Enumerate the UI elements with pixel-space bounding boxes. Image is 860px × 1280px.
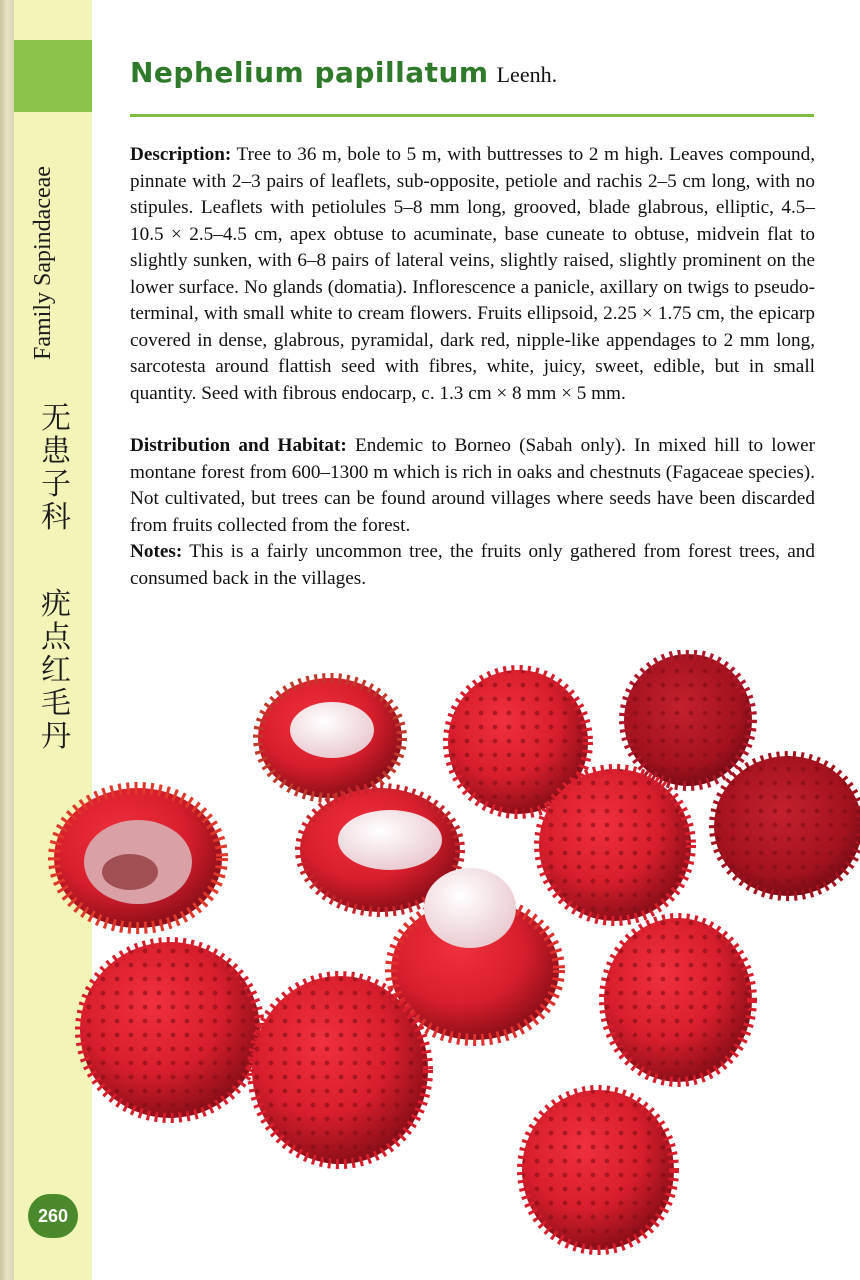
chinese-family-text	[36, 402, 76, 534]
chinese-character: 丹	[41, 719, 71, 754]
open-fruit-top	[258, 678, 402, 798]
fruit-whole	[522, 1090, 674, 1250]
species-text	[130, 142, 815, 592]
fruit-illustration	[40, 650, 860, 1260]
notes-paragraph	[130, 539, 815, 592]
notes-text: This is a fairly uncommon tree, the fruits only gathered from forest trees, and consumed back in the villages.	[130, 541, 815, 589]
description-paragraph	[130, 142, 815, 407]
page-edge	[0, 0, 14, 1280]
fruit-whole	[604, 918, 752, 1082]
page-number-badge: 260	[28, 1194, 78, 1238]
description-text: Tree to 36 m, bole to 5 m, with buttresses to 2 m high. Leaves compound, pinnate with 2–3 pairs of leaflets, sub-opposite, petiole and rachis 2–5 cm long, with no stipules. Leaflets with petiolules 5–8 mm long, grooved, blade glabrous, elliptic, 4.5–10.5 × 2.5–4.5 cm, apex obtuse to acuminate, base cuneate to obtuse, midvein flat to slightly sunken, with 6–8 pairs of lateral veins, slightly raised, slightly prominent on the lower surface. No glands (domatia). Inflorescence a panicle, axillary on twigs to pseudo-terminal, with small white to cream flowers. Fruits ellipsoid, 2.25 × 1.75 cm, the epicarp covered in dense, glabrous, pyramidal, dark red, nipple-like appendages to 2 mm long, sarcotesta around flattish seed with fibres, white, juicy, sweet, edible, but in small quantity. Seed with fibrous endocarp, c. 1.3 cm × 8 mm × 5 mm.	[130, 144, 815, 404]
distribution-text: Endemic to Borneo (Sabah only). In mixed hill to lower montane forest from 600–1300 m which is rich in oaks and chestnuts (Fagaceae species). Not cultivated, but trees can be found around villages where seeds have been discarded from fruits collected from the forest.	[130, 435, 815, 536]
fruit-photograph	[40, 650, 860, 1260]
fruit-whole	[80, 942, 260, 1118]
open-fruit-left	[54, 788, 222, 928]
chinese-character: 点	[41, 620, 71, 655]
species-name: Nephelium papillatum	[130, 56, 489, 89]
chinese-character: 毛	[41, 686, 71, 721]
chinese-character: 科	[41, 500, 71, 535]
section-tab	[14, 40, 92, 112]
notes-label: Notes:	[130, 541, 183, 562]
fruit-whole	[714, 756, 860, 896]
title-divider	[130, 114, 814, 117]
chinese-character: 无	[41, 401, 71, 436]
fruit-whole	[624, 654, 752, 786]
chinese-family-label	[36, 402, 76, 534]
description-label: Description:	[130, 144, 232, 165]
distribution-paragraph	[130, 433, 815, 539]
species-title	[130, 56, 820, 89]
fruit-whole	[539, 769, 691, 921]
chinese-character: 红	[41, 653, 71, 688]
family-label: Family Sapindaceae	[30, 166, 56, 360]
chinese-character: 患	[41, 434, 71, 469]
fruit-whole	[252, 976, 428, 1164]
species-author: Leenh.	[496, 62, 558, 87]
chinese-character: 疣	[41, 587, 71, 622]
distribution-label: Distribution and Habitat:	[130, 435, 347, 456]
chinese-character: 子	[41, 467, 71, 502]
